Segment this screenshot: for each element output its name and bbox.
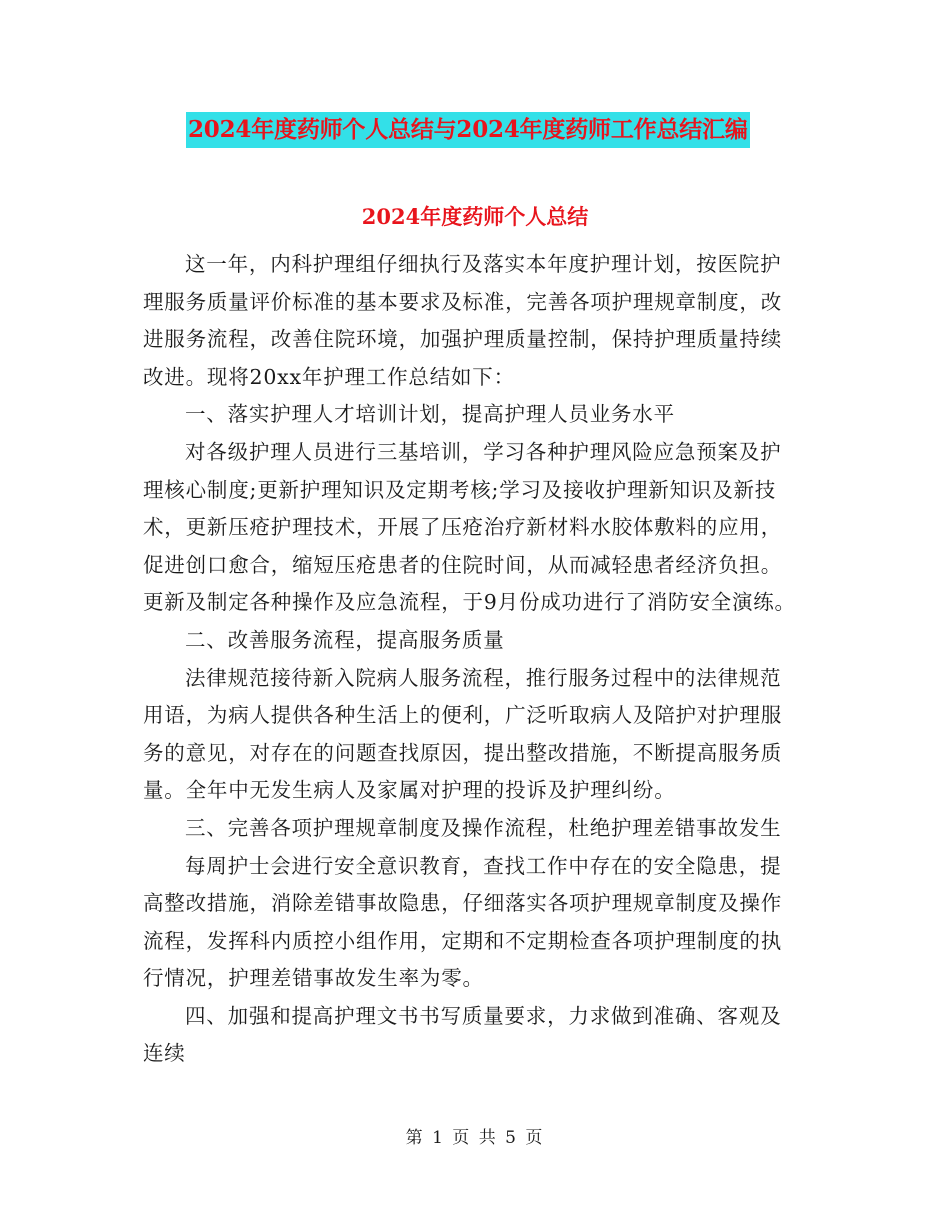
body-line: 理核心制度;更新护理知识及定期考核;学习及接收护理新知识及新技 <box>143 477 777 502</box>
body-line: 对各级护理人员进行三基培训，学习各种护理风险应急预案及护 <box>185 439 782 464</box>
body-line: 高整改措施，消除差错事故隐患，仔细落实各项护理规章制度及操作 <box>143 891 782 916</box>
body-line: 三、完善各项护理规章制度及操作流程，杜绝护理差错事故发生 <box>185 815 782 840</box>
body-line: 一、落实护理人才培训计划，提高护理人员业务水平 <box>185 402 675 427</box>
body-line: 理服务质量评价标准的基本要求及标准，完善各项护理规章制度，改 <box>143 289 782 314</box>
body-line: 量。全年中无发生病人及家属对护理的投诉及护理纠纷。 <box>143 778 676 803</box>
body-line: 二、改善服务流程，提高服务质量 <box>185 627 505 652</box>
body-line: 务的意见，对存在的问题查找原因，提出整改措施，不断提高服务质 <box>143 740 782 765</box>
document-body <box>143 246 805 1073</box>
body-line: 这一年，内科护理组仔细执行及落实本年度护理计划，按医院护 <box>185 252 782 276</box>
body-line: 四、加强和提高护理文书书写质量要求，力求做到准确、客观及 <box>185 1003 782 1028</box>
body-line: 流程，发挥科内质控小组作用，定期和不定期检查各项护理制度的执 <box>143 928 782 953</box>
body-line: 进服务流程，改善住院环境，加强护理质量控制，保持护理质量持续 <box>143 327 782 352</box>
body-line: 连续 <box>143 1041 186 1066</box>
body-line: 行情况，护理差错事故发生率为零。 <box>143 966 484 991</box>
body-line: 促进创口愈合，缩短压疮患者的住院时间，从而减轻患者经济负担。 <box>143 552 782 577</box>
body-line: 法律规范接待新入院病人服务流程，推行服务过程中的法律规范 <box>185 665 782 690</box>
document-title: 2024年度药师个人总结与2024年度药师工作总结汇编 <box>186 112 750 148</box>
page-footer: 第 1 页 共 5 页 <box>405 1128 545 1148</box>
body-line: 每周护士会进行安全意识教育，查找工作中存在的安全隐患，提 <box>185 853 782 878</box>
body-line: 更新及制定各种操作及应急流程，于9月份成功进行了消防安全演练。 <box>143 590 796 615</box>
section-title: 2024年度药师个人总结 <box>361 204 589 229</box>
body-line: 改进。现将20xx年护理工作总结如下： <box>143 364 515 389</box>
body-line: 术，更新压疮护理技术，开展了压疮治疗新材料水胶体敷料的应用， <box>143 515 782 540</box>
body-line: 用语，为病人提供各种生活上的便利，广泛听取病人及陪护对护理服 <box>143 703 782 728</box>
